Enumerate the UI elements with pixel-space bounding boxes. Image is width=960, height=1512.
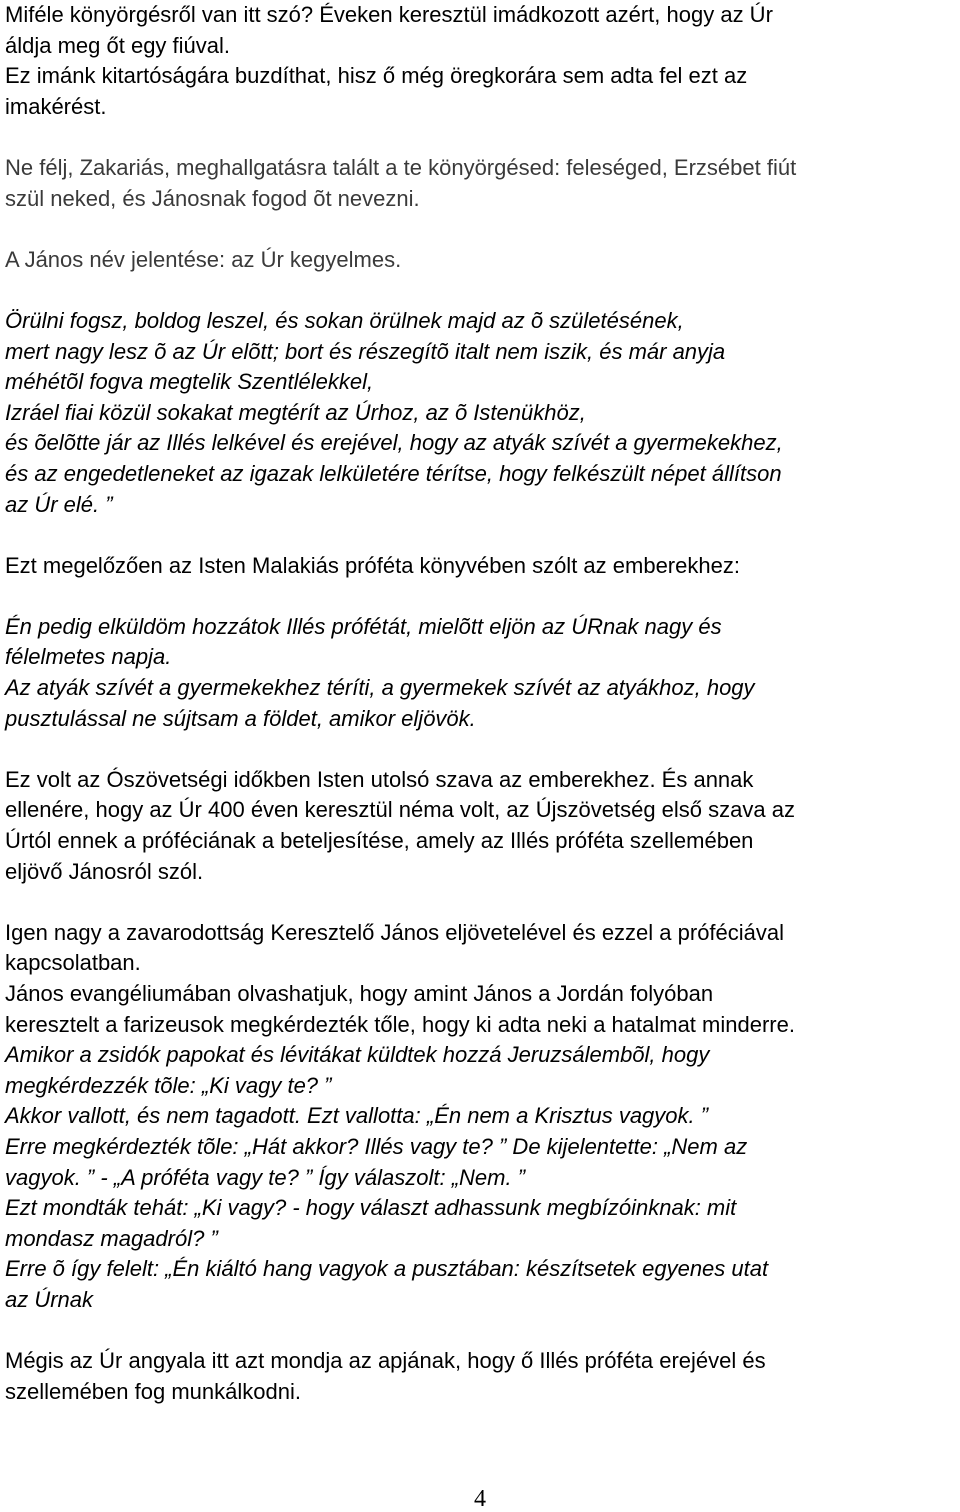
text-line: Erre megkérdezték tõle: „Hát akkor? Illés vagy te? ” De kijelentette: „Nem az bbox=[5, 1133, 748, 1159]
quote-are-you-elijah bbox=[5, 1132, 958, 1193]
quote-great-before-lord bbox=[5, 337, 958, 398]
text-line: kapcsolatban. bbox=[5, 950, 141, 976]
text-line: Akkor vallott, és nem tagadott. Ezt vallotta: „Én nem a Krisztus vagyok. ” bbox=[5, 1103, 709, 1129]
text-line: félelmetes napja. bbox=[5, 644, 172, 670]
quote-who-are-you bbox=[5, 1040, 958, 1101]
text-line: Örülni fogsz, boldog leszel, és sokan örülnek majd az õ születésének, bbox=[5, 307, 684, 333]
paragraph-name-meaning bbox=[5, 245, 958, 276]
text-line: keresztelt a farizeusok megkérdezték tőle, hogy ki adta neki a hatalmat minderre. bbox=[5, 1011, 795, 1037]
text-line: János evangéliumában olvashatjuk, hogy amint János a Jordán folyóban bbox=[5, 981, 714, 1006]
paragraph-gospel-john bbox=[5, 979, 958, 1040]
text-line: Úrtól ennek a próféciának a beteljesítése, amely az Illés próféta szellemében bbox=[5, 828, 754, 854]
text-line: Amikor a zsidók papokat és lévitákat küldtek hozzá Jeruzsálembõl, hogy bbox=[5, 1042, 710, 1068]
paragraph-angel-says bbox=[5, 1346, 958, 1407]
paragraph-last-word bbox=[5, 765, 958, 887]
paragraph-encouragement bbox=[5, 61, 958, 122]
quote-what-say-you bbox=[5, 1193, 958, 1254]
text-line: Miféle könyörgésről van itt szó? Éveken keresztül imádkozott azért, hogy az Úr bbox=[5, 2, 773, 27]
quote-spirit-of-elijah bbox=[5, 428, 958, 520]
text-line: mert nagy lesz õ az Úr elõtt; bort és részegítõ italt nem iszik, és már anyja bbox=[5, 338, 726, 364]
text-line: szül neked, és Jánosnak fogod õt nevezni. bbox=[5, 185, 420, 211]
text-line: méhétõl fogva megtelik Szentlélekkel, bbox=[5, 369, 374, 395]
text-line: Én pedig elküldöm hozzátok Illés prófétát, mielõtt eljön az ÚRnak nagy és bbox=[5, 613, 722, 639]
text-line: pusztulással ne sújtsam a földet, amikor eljövök. bbox=[5, 705, 476, 731]
text-line: eljövő Jánosról szól. bbox=[5, 858, 204, 884]
text-line: vagyok. ” - „A próféta vagy te? ” Így válaszolt: „Nem. ” bbox=[5, 1164, 526, 1190]
text-line: megkérdezzék tõle: „Ki vagy te? ” bbox=[5, 1072, 332, 1098]
text-line: mondasz magadról? ” bbox=[5, 1225, 218, 1251]
text-line: Izráel fiai közül sokakat megtérít az Úrhoz, az õ Istenükhöz, bbox=[5, 399, 586, 425]
quote-rejoice bbox=[5, 306, 958, 337]
text-line: és õelõtte jár az Illés lelkével és erejével, hogy az atyák szívét a gyermekekhez, bbox=[5, 430, 783, 456]
text-line: Ne félj, Zakariás, meghallgatásra talált a te könyörgésed: feleséged, Erzsébet fiút bbox=[5, 154, 797, 180]
text-line: az Úr elé. ” bbox=[5, 491, 113, 517]
quote-turn-israel bbox=[5, 398, 958, 429]
text-line: Igen nagy a zavarodottság Keresztelő János eljövetelével és ezzel a próféciával bbox=[5, 919, 785, 945]
text-line: A János név jelentése: az Úr kegyelmes. bbox=[5, 246, 402, 272]
page-number: 4 bbox=[474, 1486, 486, 1512]
text-line: áldja meg őt egy fiúval. bbox=[5, 32, 231, 58]
text-line: és az engedetleneket az igazak lelkületére térítse, hogy felkészült népet állítson bbox=[5, 460, 782, 486]
paragraph-malachi-intro bbox=[5, 551, 958, 582]
text-line: Ezt mondták tehát: „Ki vagy? - hogy választ adhassunk megbízóinknak: mit bbox=[5, 1195, 737, 1221]
text-line: imakérést. bbox=[5, 93, 107, 119]
text-line: ellenére, hogy az Úr 400 éven keresztül néma volt, az Újszövetség első szava az bbox=[5, 797, 795, 823]
quote-malachi-hearts bbox=[5, 673, 958, 734]
text-line: Erre õ így felelt: „Én kiáltó hang vagyok a pusztában: készítsetek egyenes utat bbox=[5, 1256, 769, 1282]
text-line: Mégis az Úr angyala itt azt mondja az apjának, hogy ő Illés próféta erejével és bbox=[5, 1348, 766, 1374]
paragraph-confusion bbox=[5, 918, 958, 979]
text-line: Ez imánk kitartóságára buzdíthat, hisz ő még öregkorára sem adta fel ezt az bbox=[5, 63, 748, 89]
paragraph-angel-message bbox=[5, 153, 958, 214]
text-line: az Úrnak bbox=[5, 1286, 94, 1312]
paragraph-prayer-question bbox=[5, 0, 958, 61]
text-line: Az atyák szívét a gyermekekhez téríti, a gyermekek szívét az atyákhoz, hogy bbox=[5, 675, 755, 701]
quote-not-christ bbox=[5, 1101, 958, 1132]
quote-malachi-send-elijah bbox=[5, 612, 958, 673]
text-line: Ezt megelőzően az Isten Malakiás próféta könyvében szólt az emberekhez: bbox=[5, 552, 740, 578]
quote-voice-in-wilderness bbox=[5, 1254, 958, 1315]
text-line: szellemében fog munkálkodni. bbox=[5, 1378, 301, 1404]
text-line: Ez volt az Ószövetségi időkben Isten utolsó szava az emberekhez. És annak bbox=[5, 766, 754, 792]
